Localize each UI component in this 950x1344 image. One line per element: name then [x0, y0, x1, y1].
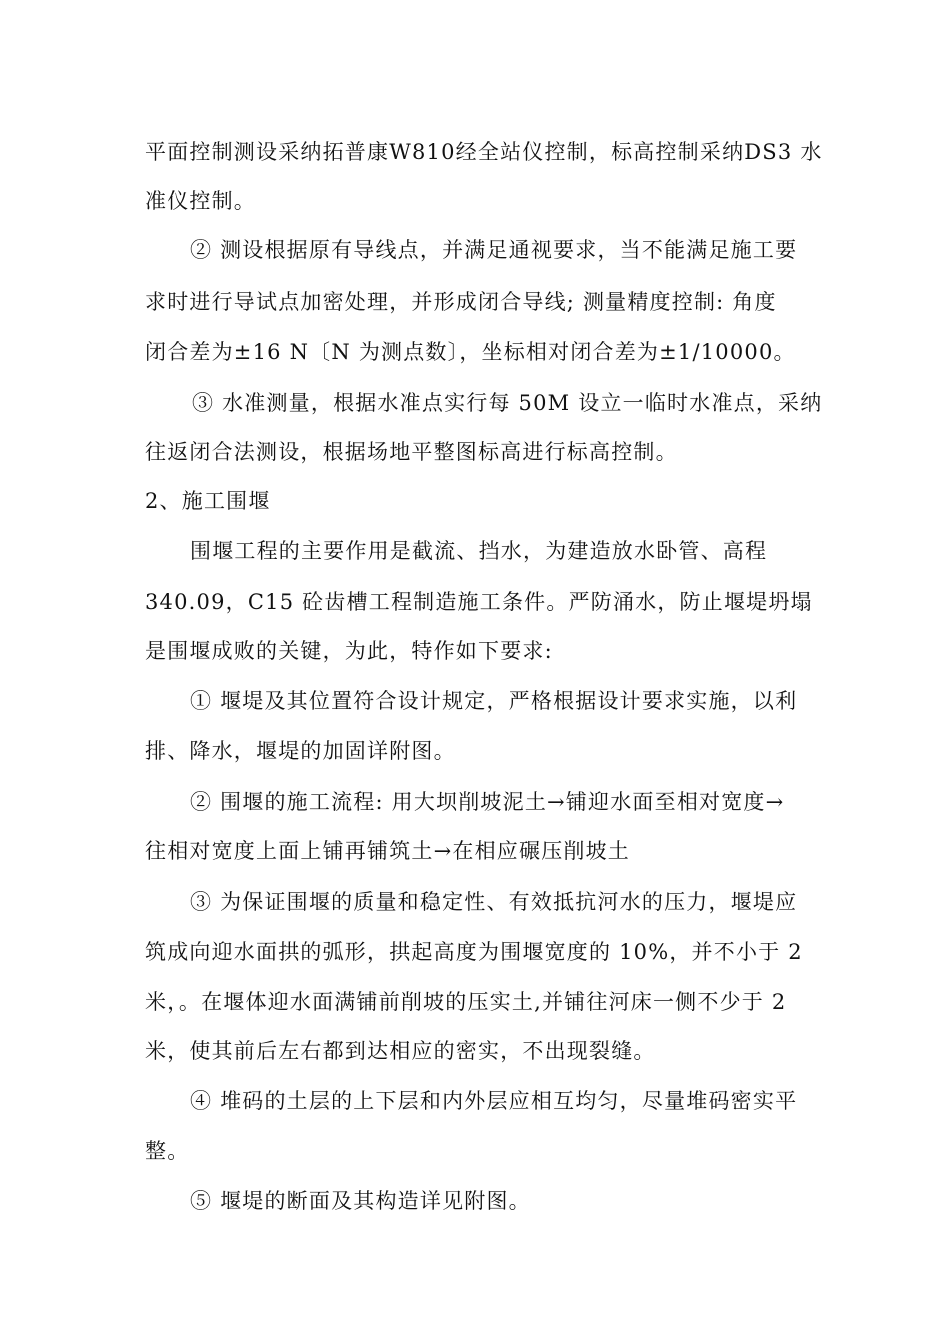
section-heading: 2、施工围堰 [145, 489, 271, 513]
text-line: 往相对宽度上面上铺再铺筑土→在相应碾压削坡土 [145, 839, 630, 863]
text-line: ② 测设根据原有导线点，并满足通视要求，当不能满足施工要 [190, 238, 798, 262]
text-line: ③ 为保证围堰的质量和稳定性、有效抵抗河水的压力，堰堤应 [190, 890, 798, 914]
text-line: ④ 堆码的土层的上下层和内外层应相互均匀，尽量堆码密实平 [190, 1089, 798, 1113]
text-line: 往返闭合法测设，根据场地平整图标高进行标高控制。 [145, 440, 678, 464]
text-line: ② 围堰的施工流程: 用大坝削坡泥土→铺迎水面至相对宽度→ [190, 790, 785, 814]
text-line: 求时进行导试点加密处理，并形成闭合导线; 测量精度控制: 角度 [145, 290, 777, 314]
text-line: ① 堰堤及其位置符合设计规定，严格根据设计要求实施，以利 [190, 689, 798, 713]
text-line: 米，。在堰体迎水面满铺前削坡的压实土,并铺往河床一侧不少于 2 [145, 990, 787, 1014]
text-line: 排、降水，堰堤的加固详附图。 [145, 739, 456, 763]
text-line: 闭合差为±16 N〔N 为测点数〕，坐标相对闭合差为±1/10000。 [145, 340, 796, 364]
text-line: ⑤ 堰堤的断面及其构造详见附图。 [190, 1189, 531, 1213]
text-line: 准仪控制。 [145, 189, 256, 213]
text-line: 筑成向迎水面拱的弧形，拱起高度为围堰宽度的 10%，并不小于 2 [145, 940, 803, 964]
text-line: 整。 [145, 1139, 190, 1163]
text-line: ③ 水准测量，根据水准点实行每 50M 设立一临时水准点，采纳 [192, 391, 823, 415]
text-line: 340.09，C15 砼齿槽工程制造施工条件。严防涌水，防止堰堤坍塌 [145, 590, 813, 614]
text-line: 围堰工程的主要作用是截流、挡水，为建造放水卧管、高程 [190, 539, 768, 563]
text-line: 米，使其前后左右都到达相应的密实，不出现裂缝。 [145, 1039, 656, 1063]
text-line: 是围堰成败的关键，为此，特作如下要求: [145, 639, 553, 663]
text-line: 平面控制测设采纳拓普康W810经全站仪控制，标高控制采纳DS3 水 [145, 140, 823, 164]
